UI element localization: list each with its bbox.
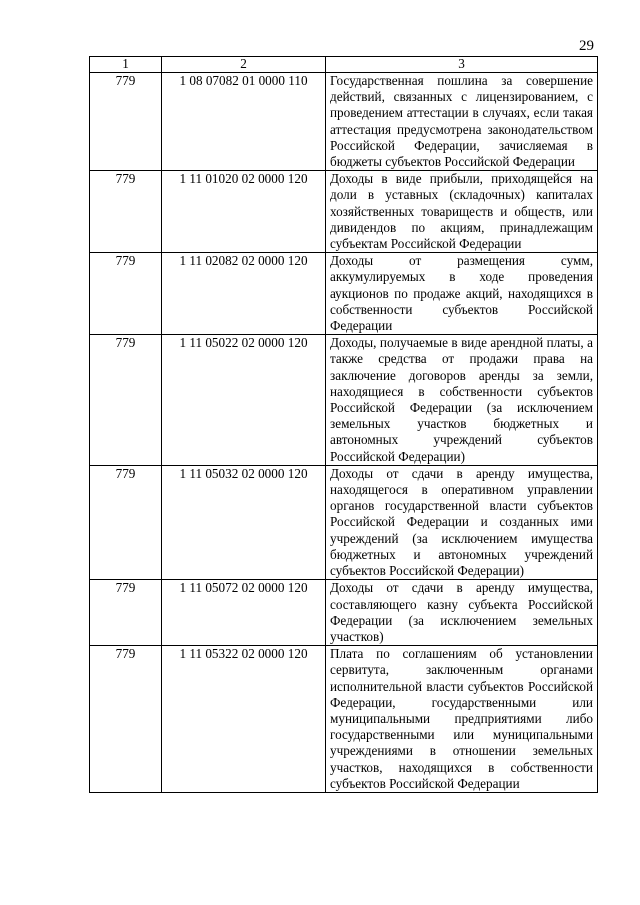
column-header-3: 3 xyxy=(326,57,598,73)
table-row xyxy=(90,73,598,171)
revenue-code-cell: 1 08 07082 01 0000 110 xyxy=(162,73,326,171)
revenue-code-cell: 1 11 02082 02 0000 120 xyxy=(162,253,326,335)
admin-code-cell: 779 xyxy=(90,465,162,579)
revenue-codes-table xyxy=(89,56,598,793)
table-row xyxy=(90,646,598,793)
table-row xyxy=(90,580,598,646)
description-cell: Доходы от сдачи в аренду имущества, находящегося в оперативном управлении органов государственной власти субъектов Российской Федерации и созданных ими учреждений (за исключением имущества бюджетных и автономных учреждений субъектов Российской Федерации) xyxy=(326,465,598,579)
table-row xyxy=(90,253,598,335)
admin-code-cell: 779 xyxy=(90,73,162,171)
revenue-code-cell: 1 11 05322 02 0000 120 xyxy=(162,646,326,793)
description-cell: Доходы от сдачи в аренду имущества, составляющего казну субъекта Российской Федерации (за исключением земельных участков) xyxy=(326,580,598,646)
admin-code-cell: 779 xyxy=(90,580,162,646)
table-row xyxy=(90,465,598,579)
description-cell: Государственная пошлина за совершение действий, связанных с лицензированием, с проведением аттестации в случаях, если такая аттестация предусмотрена законодательством Российской Федерации, зачисляемая в бюджеты субъектов Российской Федерации xyxy=(326,73,598,171)
table-header xyxy=(90,57,598,73)
column-header-2: 2 xyxy=(162,57,326,73)
admin-code-cell: 779 xyxy=(90,646,162,793)
table-body xyxy=(90,73,598,793)
revenue-code-cell: 1 11 05022 02 0000 120 xyxy=(162,335,326,466)
description-cell: Доходы в виде прибыли, приходящейся на доли в уставных (складочных) капиталах хозяйственных товариществ и обществ, или дивидендов по акциям, принадлежащим субъектам Российской Федерации xyxy=(326,171,598,253)
admin-code-cell: 779 xyxy=(90,253,162,335)
description-cell: Доходы, получаемые в виде арендной платы, а также средства от продажи права на заключение договоров аренды за земли, находящиеся в собственности субъектов Российской Федерации (за исключением земельных участков бюджетных и автономных учреждений субъектов Российской Федерации) xyxy=(326,335,598,466)
table-row xyxy=(90,335,598,466)
admin-code-cell: 779 xyxy=(90,335,162,466)
page-number: 29 xyxy=(579,38,594,54)
table-row xyxy=(90,171,598,253)
description-cell: Доходы от размещения сумм, аккумулируемых в ходе проведения аукционов по продаже акций, находящихся в собственности субъектов Российской Федерации xyxy=(326,253,598,335)
admin-code-cell: 779 xyxy=(90,171,162,253)
revenue-code-cell: 1 11 05032 02 0000 120 xyxy=(162,465,326,579)
revenue-code-cell: 1 11 01020 02 0000 120 xyxy=(162,171,326,253)
header-row xyxy=(90,57,598,73)
revenue-code-cell: 1 11 05072 02 0000 120 xyxy=(162,580,326,646)
description-cell: Плата по соглашениям об установлении сервитута, заключенным органами исполнительной власти субъектов Российской Федерации, государственными или муниципальными предприятиями либо государственными или муниципальными учреждениями в отношении земельных участков, находящихся в собственности субъектов Российской Федерации xyxy=(326,646,598,793)
column-header-1: 1 xyxy=(90,57,162,73)
